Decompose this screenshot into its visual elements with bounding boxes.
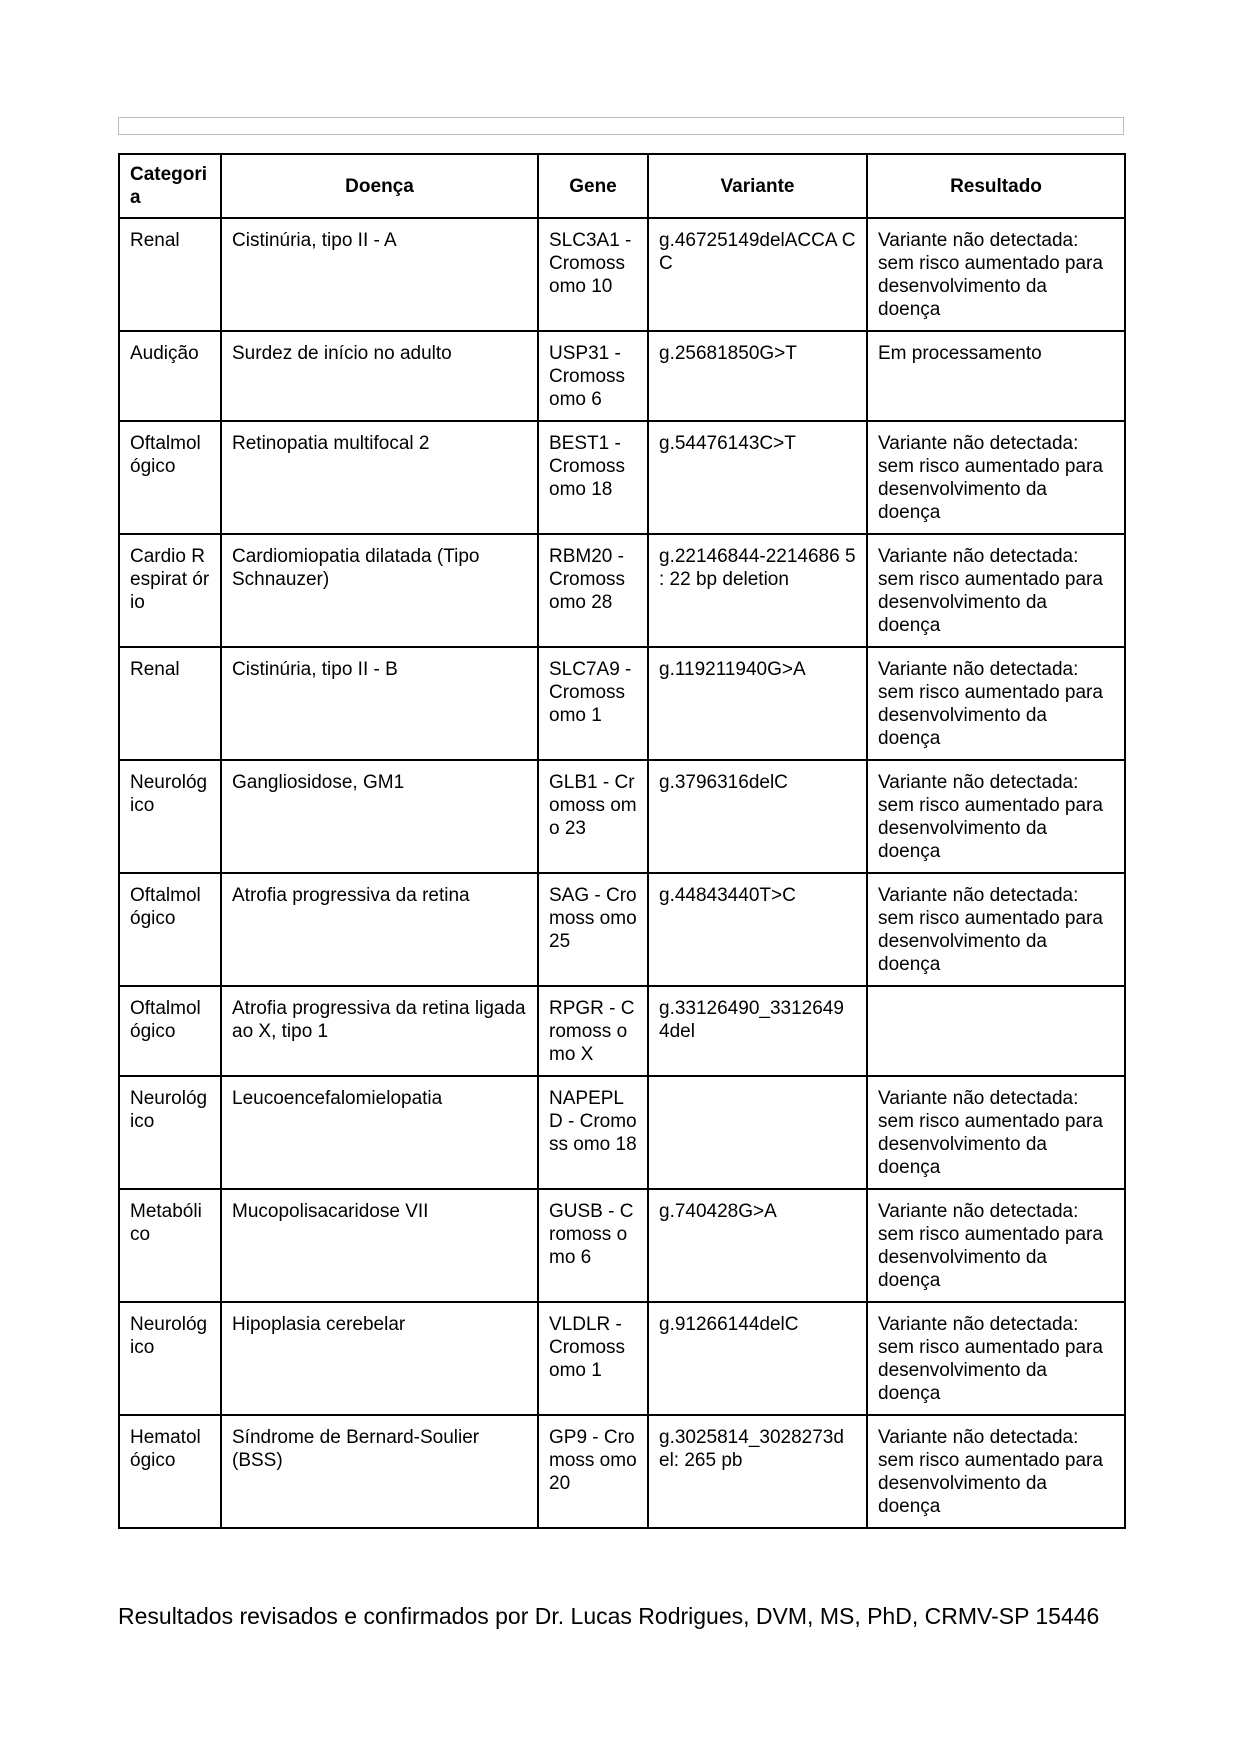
cell-variant: g.33126490_3312649 4del [648,986,867,1076]
table-row [119,986,1125,1076]
cell-disease: Atrofia progressiva da retina [221,873,538,986]
cell-result: Variante não detectada: sem risco aumentado para desenvolvimento da doença [867,534,1125,647]
cell-gene: RBM20 - Cromoss omo 28 [538,534,648,647]
cell-disease: Cistinúria, tipo II - B [221,647,538,760]
cell-variant: g.91266144delC [648,1302,867,1415]
table-row [119,873,1125,986]
cell-gene: SAG - Cromoss omo 25 [538,873,648,986]
cell-result: Variante não detectada: sem risco aumentado para desenvolvimento da doença [867,873,1125,986]
cell-gene: SLC7A9 - Cromoss omo 1 [538,647,648,760]
table-row [119,331,1125,421]
cell-result: Variante não detectada: sem risco aumentado para desenvolvimento da doença [867,760,1125,873]
cell-variant: g.3025814_3028273d el: 265 pb [648,1415,867,1528]
results-table [118,153,1126,1529]
cell-variant: g.119211940G>A [648,647,867,760]
table-row [119,760,1125,873]
table-header-row [119,154,1125,218]
header-gene: Gene [538,154,648,218]
cell-variant: g.46725149delACCA CC [648,218,867,331]
cell-result [867,986,1125,1076]
cell-category: Renal [119,647,221,760]
cell-disease: Síndrome de Bernard-Soulier (BSS) [221,1415,538,1528]
cell-variant [648,1076,867,1189]
cell-category: Oftalmol ógico [119,421,221,534]
cell-gene: RPGR - Cromoss omo X [538,986,648,1076]
cell-category: Metabóli co [119,1189,221,1302]
cell-gene: BEST1 - Cromoss omo 18 [538,421,648,534]
cell-disease: Cistinúria, tipo II - A [221,218,538,331]
cell-category: Audição [119,331,221,421]
header-result: Resultado [867,154,1125,218]
cell-disease: Hipoplasia cerebelar [221,1302,538,1415]
cell-disease: Atrofia progressiva da retina ligada ao X, tipo 1 [221,986,538,1076]
cell-result: Variante não detectada: sem risco aumentado para desenvolvimento da doença [867,1302,1125,1415]
cell-category: Cardio Respirat ório [119,534,221,647]
cell-result: Variante não detectada: sem risco aumentado para desenvolvimento da doença [867,1076,1125,1189]
cell-variant: g.740428G>A [648,1189,867,1302]
cell-variant: g.22146844-2214686 5 : 22 bp deletion [648,534,867,647]
cell-result: Variante não detectada: sem risco aumentado para desenvolvimento da doença [867,1189,1125,1302]
cell-disease: Cardiomiopatia dilatada (Tipo Schnauzer) [221,534,538,647]
table-row [119,218,1125,331]
header-category: Categori a [119,154,221,218]
cell-result: Em processamento [867,331,1125,421]
cell-category: Oftalmol ógico [119,986,221,1076]
table-row [119,1415,1125,1528]
cell-category: Hematol ógico [119,1415,221,1528]
cell-variant: g.25681850G>T [648,331,867,421]
cell-variant: g.3796316delC [648,760,867,873]
cell-disease: Surdez de início no adulto [221,331,538,421]
cell-gene: GUSB - Cromoss omo 6 [538,1189,648,1302]
cell-category: Neurológ ico [119,1076,221,1189]
cell-gene: SLC3A1 - Cromoss omo 10 [538,218,648,331]
header-box [118,117,1124,135]
cell-category: Neurológ ico [119,760,221,873]
table-row [119,1076,1125,1189]
cell-gene: VLDLR - Cromoss omo 1 [538,1302,648,1415]
cell-category: Neurológ ico [119,1302,221,1415]
table-row [119,1189,1125,1302]
cell-variant: g.54476143C>T [648,421,867,534]
cell-category: Oftalmol ógico [119,873,221,986]
cell-result: Variante não detectada: sem risco aumentado para desenvolvimento da doença [867,218,1125,331]
cell-result: Variante não detectada: sem risco aumentado para desenvolvimento da doença [867,1415,1125,1528]
cell-disease: Gangliosidose, GM1 [221,760,538,873]
table-row [119,647,1125,760]
cell-disease: Leucoencefalomielopatia [221,1076,538,1189]
cell-variant: g.44843440T>C [648,873,867,986]
table-row [119,421,1125,534]
cell-result: Variante não detectada: sem risco aumentado para desenvolvimento da doença [867,647,1125,760]
table-row [119,534,1125,647]
cell-disease: Retinopatia multifocal 2 [221,421,538,534]
cell-category: Renal [119,218,221,331]
header-variant: Variante [648,154,867,218]
header-disease: Doença [221,154,538,218]
cell-gene: GP9 - Cromoss omo 20 [538,1415,648,1528]
cell-gene: USP31 - Cromoss omo 6 [538,331,648,421]
cell-result: Variante não detectada: sem risco aumentado para desenvolvimento da doença [867,421,1125,534]
table-row [119,1302,1125,1415]
cell-gene: GLB1 - Cromoss omo 23 [538,760,648,873]
cell-gene: NAPEPL D - Cromoss omo 18 [538,1076,648,1189]
review-note: Resultados revisados e confirmados por Dr. Lucas Rodrigues, DVM, MS, PhD, CRMV-SP 15446 [118,1603,1100,1629]
cell-disease: Mucopolisacaridose VII [221,1189,538,1302]
